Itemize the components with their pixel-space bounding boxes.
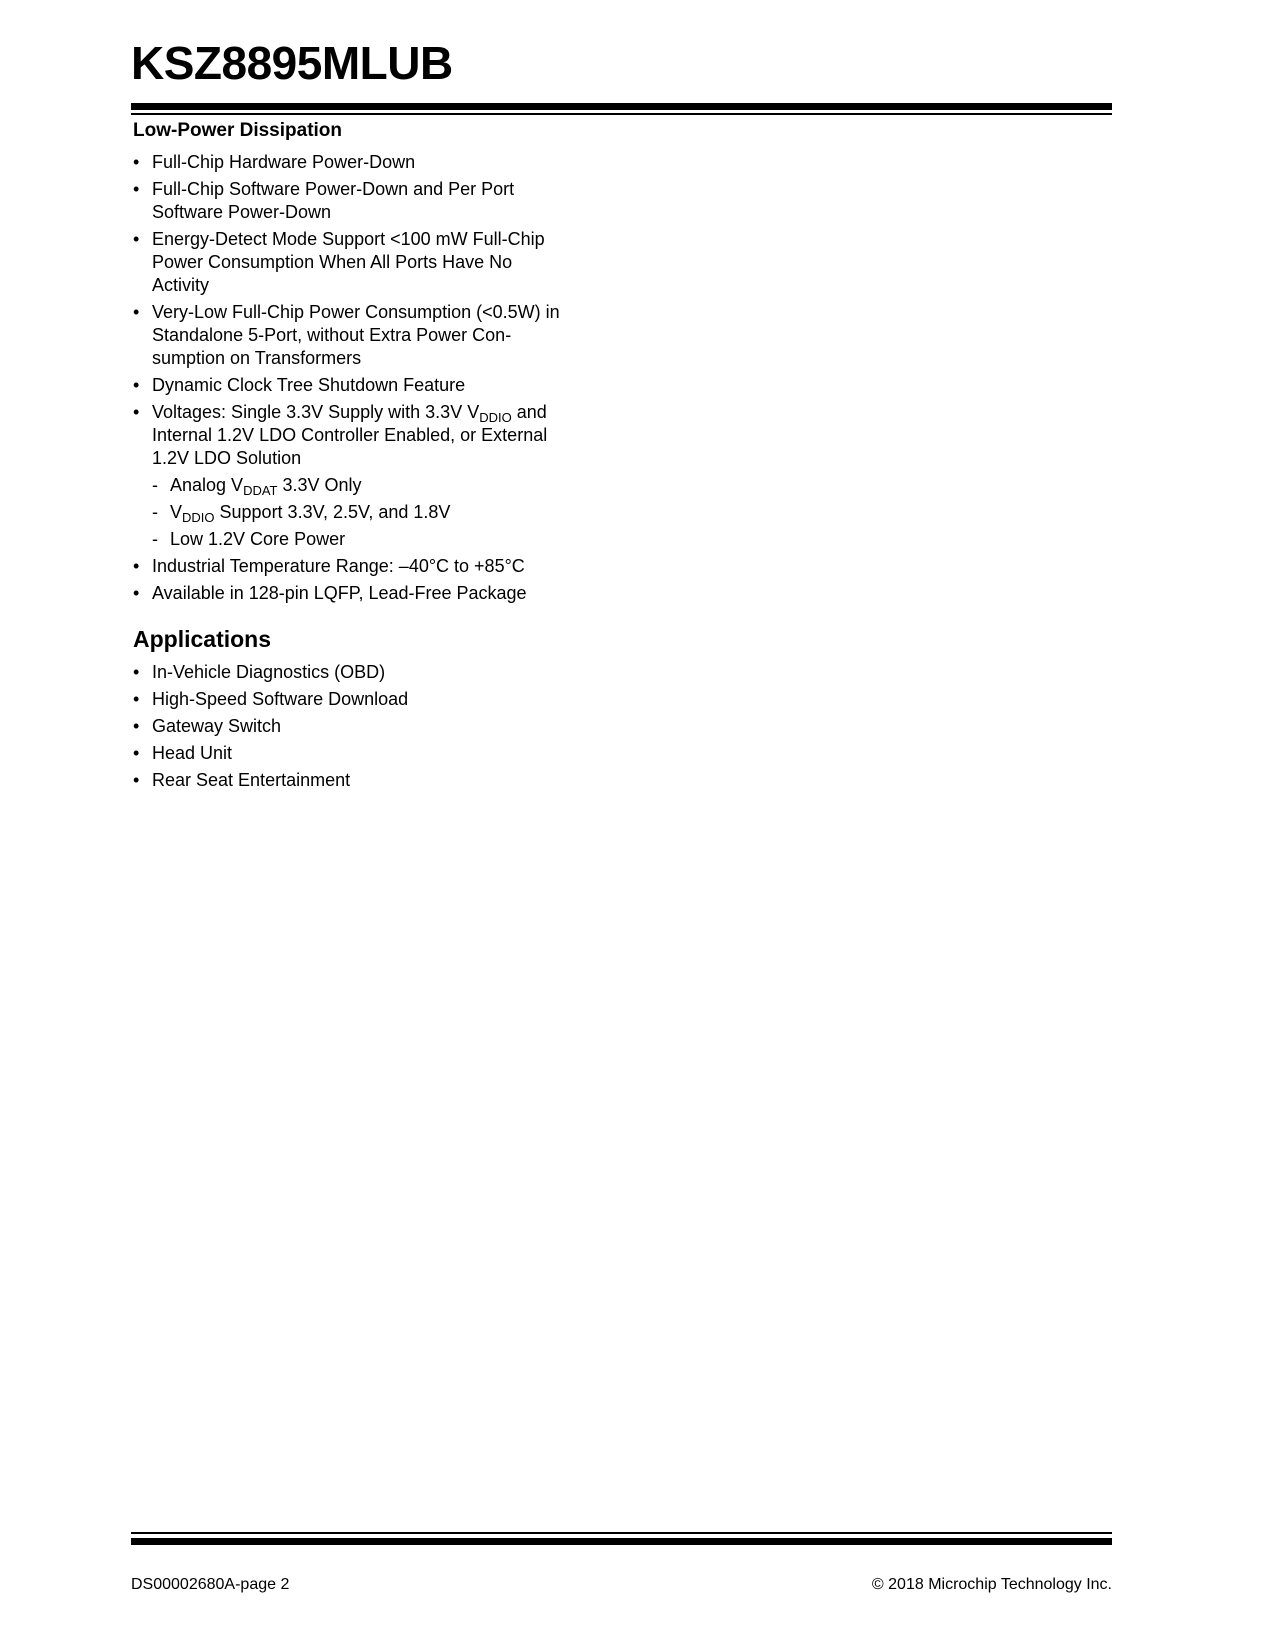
list-item [133, 582, 573, 605]
list-item-text: Full-Chip Software Power-Down and Per Port Software Power-Down [152, 179, 515, 222]
list-item [133, 688, 573, 711]
list-item [133, 228, 573, 297]
applications-heading: Applications [133, 626, 272, 652]
bullet-marker: • [133, 179, 140, 199]
dash-marker: - [152, 475, 158, 495]
list-item-text: High-Speed Software Download [152, 689, 409, 709]
list-item-text-pre: V [170, 502, 183, 522]
bullet-marker: • [133, 375, 140, 395]
list-item-text: Low 1.2V Core Power [170, 529, 346, 549]
subscript: DDIO [479, 410, 512, 425]
list-item [133, 769, 573, 792]
footer-rule-thin [131, 1532, 1112, 1534]
list-item-text-post: Support 3.3V, 2.5V, and 1.8V [214, 502, 451, 522]
list-item-text: Full-Chip Hardware Power-Down [152, 152, 416, 172]
list-item [133, 301, 573, 370]
subscript: DDAT [243, 483, 278, 498]
low-power-list [133, 151, 573, 605]
list-item [133, 151, 573, 174]
bullet-marker: • [133, 302, 140, 322]
list-item-text: In-Vehicle Diagnostics (OBD) [152, 662, 386, 682]
bullet-marker: • [133, 770, 140, 790]
left-column [133, 117, 573, 796]
sub-list-item [133, 501, 573, 524]
list-item [133, 661, 573, 684]
dash-marker: - [152, 502, 158, 522]
list-item [133, 715, 573, 738]
list-item-text: Head Unit [152, 743, 233, 763]
bullet-marker: • [133, 662, 140, 682]
bullet-marker: • [133, 152, 140, 172]
document-title: KSZ8895MLUB [131, 37, 453, 89]
list-item [133, 742, 573, 765]
footer-rule-thick [131, 1538, 1112, 1545]
list-item-text: Energy-Detect Mode Support <100 mW Full-Chip Power Consumption When All Ports Have No Activity [152, 229, 545, 295]
list-item [133, 374, 573, 397]
footer-copyright: © 2018 Microchip Technology Inc. [871, 1576, 1112, 1593]
header-rule-thin [131, 113, 1112, 115]
list-item-text: Rear Seat Entertainment [152, 770, 351, 790]
list-item-text-post: and Internal 1.2V LDO Controller Enabled, or External 1.2V LDO Solution [152, 402, 548, 468]
dash-marker: - [152, 529, 158, 549]
sub-list-item [133, 528, 573, 551]
list-item-text-pre: Analog V [170, 475, 244, 495]
bullet-marker: • [133, 689, 140, 709]
list-item-text-pre: Voltages: Single 3.3V Supply with 3.3V V [152, 402, 480, 422]
list-item [133, 555, 573, 578]
sub-list-item [133, 474, 573, 497]
bullet-marker: • [133, 716, 140, 736]
bullet-marker: • [133, 583, 140, 603]
bullet-marker: • [133, 556, 140, 576]
header-rule-thick [131, 103, 1112, 110]
list-item [133, 178, 573, 224]
list-item-text: Available in 128-pin LQFP, Lead-Free Package [152, 583, 527, 603]
bullet-marker: • [133, 402, 140, 422]
list-item-text: Industrial Temperature Range: –40°C to +85°C [152, 556, 525, 576]
subscript: DDIO [182, 510, 215, 525]
list-item-text: Dynamic Clock Tree Shutdown Feature [152, 375, 466, 395]
bullet-marker: • [133, 743, 140, 763]
list-item-text: Very-Low Full-Chip Power Consumption (<0.5W) in Standalone 5-Port, without Extra Power Con-sumption on Transformers [152, 302, 560, 368]
list-item [133, 401, 573, 470]
low-power-heading: Low-Power Dissipation [133, 120, 343, 141]
bullet-marker: • [133, 229, 140, 249]
footer-doc-id: DS00002680A-page 2 [131, 1576, 290, 1593]
list-item-text-post: 3.3V Only [277, 475, 362, 495]
list-item-text: Gateway Switch [152, 716, 282, 736]
applications-list [133, 661, 573, 792]
